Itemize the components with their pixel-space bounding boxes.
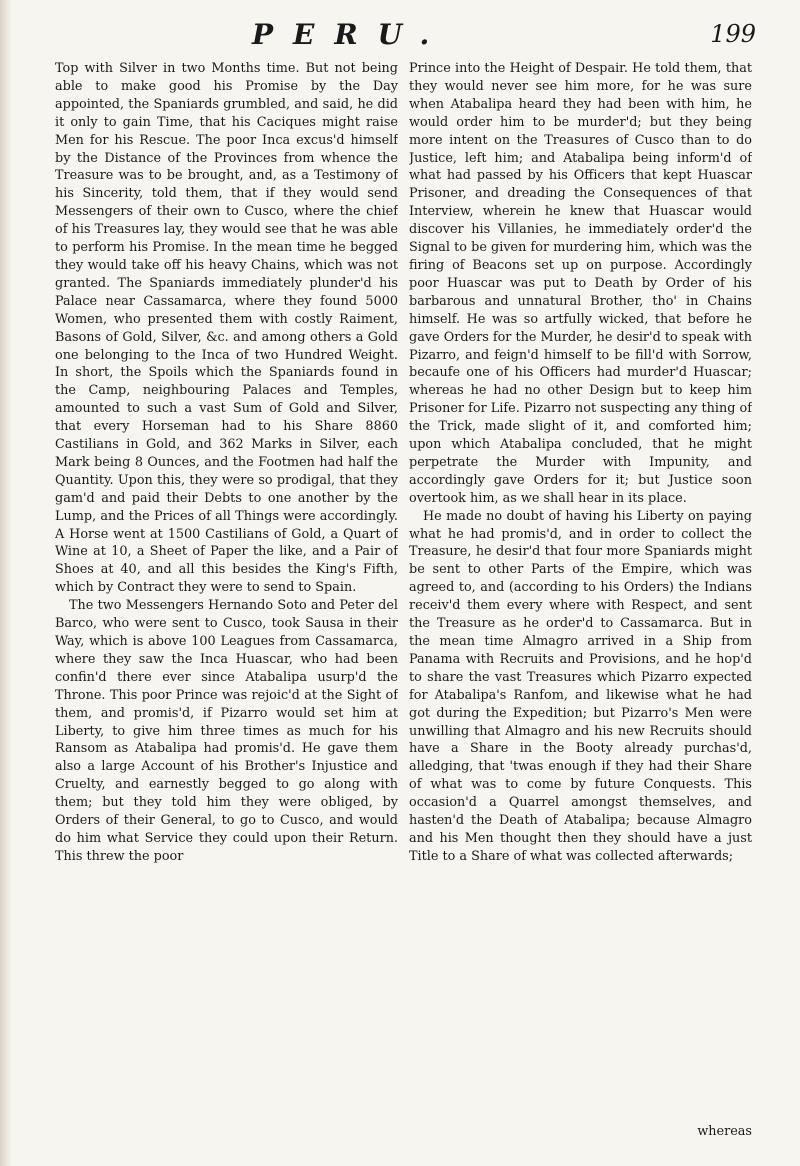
right-paragraph-2: He made no doubt of having his Liberty on paying what he had promis'd, and in order to collect the Treasure, he desir'd that four more Spaniards might be sent to other Parts of the Empire, which was agreed to, and (according to his Orders) the Indians receiv'd them every where with Respect, and sent the Treasure as he order'd to Cassamarca. But in the mean time Almagro arrived in a Ship from Panama with Recruits and Provisions, and he hop'd to share the vast Treasures which Pizarro expected for Atabalipa's Ranfom, and likewise what he had got during the Expedition; but Pizarro's Men were unwilling that Almagro and his new Recruits should have a Share in the Booty already purchas'd, alledging, that 'twas enough if they had their Share of what was to come by future Conquests. This occasion'd a Quarrel amongst themselves, and hasten'd the Death of Atabalipa; because Almagro and his Men thought then they should have a just Title to a Share of what was collected afterwards; bbox=[409, 508, 752, 864]
right-paragraph-1: Prince into the Height of Despair. He told them, that they would never see him more, for he was sure when Atabalipa heard they had been with him, he would order him to be murder'd; but they being more intent on the Treasures of Cusco than to do Justice, left him; and Atabalipa being inform'd of what had passed by his Officers that kept Huascar Prisoner, and dreading the Consequences of that Interview, wherein he knew that Huascar would discover his Villanies, he immediately order'd the Signal to be given for murdering him, which was the firing of Beacons set up on purpose. Accordingly poor Huascar was put to Death by Order of his barbarous and unnatural Brother, tho' in Chains himself. He was so artfully wicked, that before he gave Orders for the Murder, he desir'd to speak with Pizarro, and feign'd himself to be fill'd with Sorrow, becaufe one of his Officers had murder'd Huascar; whereas he had no other Design but to keep him Prisoner for Life. Pizarro not suspecting any thing of the Trick, made slight of it, and comforted him; upon which Atabalipa concluded, that he might perpetrate the Murder with Impunity, and accordingly gave Orders for it; but Justice soon overtook him, as we shall hear in its place. bbox=[409, 61, 752, 506]
catchword: whereas bbox=[697, 1124, 752, 1139]
right-column bbox=[409, 60, 752, 1160]
page-number: 199 bbox=[710, 20, 756, 48]
left-paragraph-2: The two Messengers Hernando Soto and Peter del Barco, who were sent to Cusco, took Sausa in their Way, which is above 100 Leagues from Cassamarca, where they saw the Inca Huascar, who had been confin'd there ever since Atabalipa usurp'd the Throne. This poor Prince was rejoic'd at the Sight of them, and promis'd, if Pizarro would set him at Liberty, to give him three times as much for his Ransom as Atabalipa had promis'd. He gave them also a large Account of his Brother's Injustice and Cruelty, and earnestly begged to go along with them; but they told him they were obliged, by Orders of their General, to go to Cusco, and would do him what Service they could upon their Return. This threw the poor bbox=[55, 598, 398, 864]
left-paragraph-1: Top with Silver in two Months time. But not being able to make good his Promise by the Day appointed, the Spaniards grumbled, and said, he did it only to gain Time, that his Caciques might raise Men for his Rescue. The poor Inca excus'd himself by the Distance of the Provinces from whence the Treasure was to be brought, and, as a Testimony of his Sincerity, told them, that if they would send Messengers of their own to Cusco, where the chief of his Treasures lay, they would see that he was able to perform his Promise. In the mean time he begged they would take off his heavy Chains, which was not granted. The Spaniards immediately plunder'd his Palace near Cassamarca, where they found 5000 Women, who presented them with costly Raiment, Basons of Gold, Silver, &c. and among others a Gold one belonging to the Inca of two Hundred Weight. In short, the Spoils which the Spaniards found in the Camp, neighbouring Palaces and Temples, amounted to such a vast Sum of Gold and Silver, that every Horseman had to his Share 8860 Castilians in Gold, and 362 Marks in Silver, each Mark being 8 Ounces, and the Footmen had half the Quantity. Upon this, they were so prodigal, that they gam'd and paid their Debts to one another by the Lump, and the Prices of all Things were accordingly. A Horse went at 1500 Castilians of Gold, a Quart of Wine at 10, a Sheet of Paper the like, and a Pair of Shoes at 40, and all this besides the King's Fifth, which by Contract they were to send to Spain. bbox=[55, 61, 398, 596]
running-head: PERU. bbox=[252, 18, 450, 51]
page-header bbox=[0, 14, 800, 60]
left-column bbox=[55, 60, 398, 1160]
page-gutter-shadow bbox=[0, 0, 12, 1166]
